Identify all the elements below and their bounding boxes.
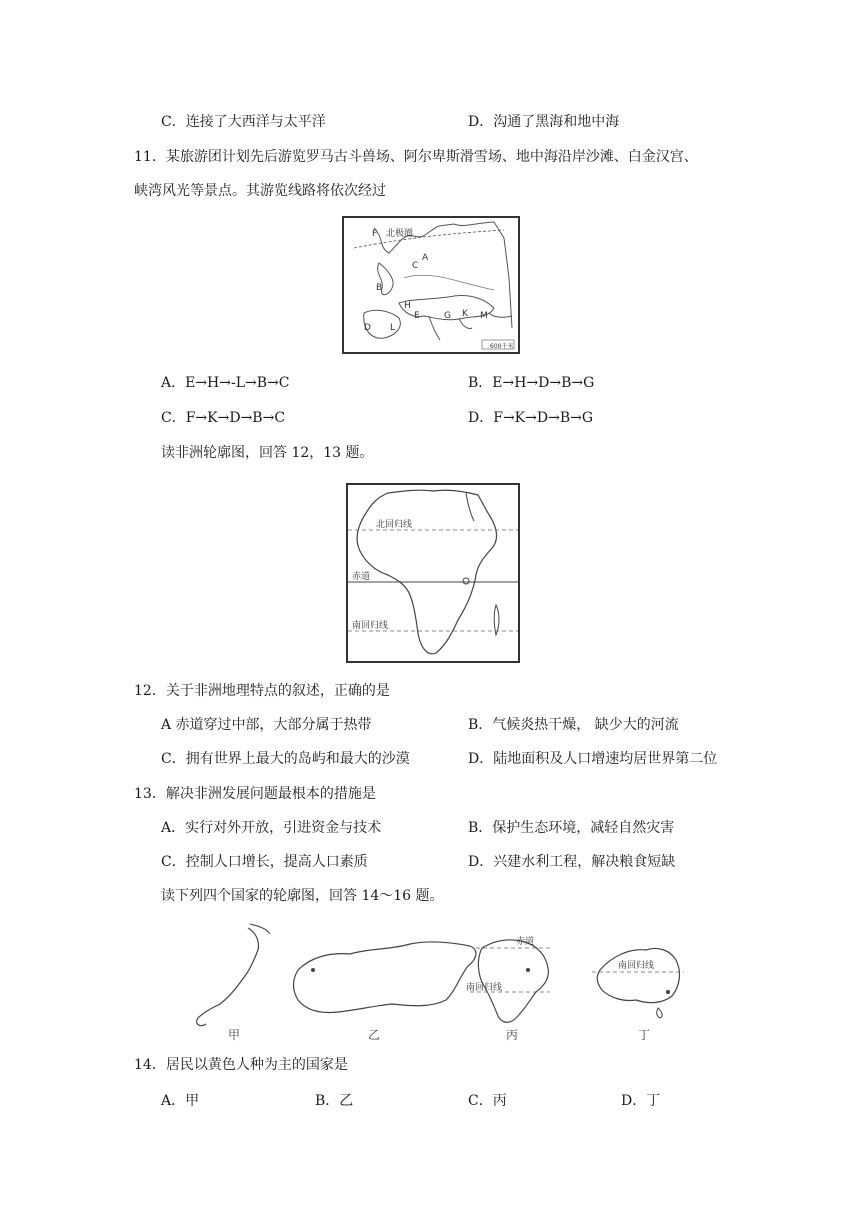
q12-option-d: D．陆地面积及人口增速均居世界第二位 [468, 751, 718, 767]
label-bing: 丙 [506, 1028, 519, 1042]
q11-option-a: A．E→H→-L→B→C [161, 375, 290, 391]
map-letter-f: F [372, 229, 378, 239]
equator-label: 赤道 [352, 572, 371, 582]
q12-option-c: C．拥有世界上最大的岛屿和最大的沙漠 [161, 751, 410, 767]
brazil-tropic-label: 南回归线 [466, 983, 503, 993]
q11-stem-line1: 11．某旅游团计划先后游览罗马古斗兽场、阿尔卑斯滑雪场、地中海沿岸沙滩、白金汉宫、 [134, 149, 698, 165]
country-outlines-figure [180, 920, 700, 1050]
q14-stem: 14．居民以黄色人种为主的国家是 [134, 1057, 348, 1073]
map-letter-d: D [364, 323, 371, 333]
tropic-capricorn-label: 南回归线 [352, 621, 389, 631]
q11-option-d: D．F→K→D→B→G [468, 410, 594, 426]
q13-option-d: D．兴建水利工程，解决粮食短缺 [468, 854, 676, 870]
map-letter-c: C [412, 261, 419, 271]
tropic-cancer-label: 北回归线 [376, 520, 413, 530]
q13-stem: 13．解决非洲发展问题最根本的措施是 [134, 786, 376, 802]
label-ding: 丁 [638, 1028, 651, 1042]
label-yi: 乙 [368, 1028, 381, 1042]
australia-outline [597, 948, 679, 1002]
q14-option-a: A．甲 [161, 1093, 200, 1109]
q14-option-d: D．丁 [621, 1093, 661, 1109]
countries-intro: 读下列四个国家的轮廓图，回答 14～16 题。 [161, 888, 444, 904]
japan-outline [197, 928, 259, 1026]
label-jia: 甲 [228, 1028, 241, 1042]
q14-option-c: C．丙 [468, 1093, 507, 1109]
map-letter-a: A [422, 253, 429, 263]
map-letter-g: G [444, 311, 451, 321]
q10-option-c: C．连接了大西洋与太平洋 [161, 114, 326, 130]
map-letter-k: K [462, 309, 468, 319]
map-letter-m: M [480, 311, 488, 321]
map-letter-l: L [390, 323, 396, 333]
q13-option-c: C．控制人口增长，提高人口素质 [161, 854, 368, 870]
map-scale-label: 600千米 [490, 343, 514, 350]
q14-option-b: B．乙 [315, 1093, 354, 1109]
map-letter-e: E [414, 311, 420, 321]
russia-outline [294, 942, 476, 1013]
brazil-outline [478, 940, 548, 1022]
q11-option-c: C．F→K→D→B→C [161, 410, 286, 426]
q11-stem-line2: 峡湾风光等景点。其游览线路将依次经过 [134, 183, 386, 199]
q12-option-a: A 赤道穿过中部，大部分属于热带 [161, 717, 372, 733]
q13-option-a: A．实行对外开放，引进资金与技术 [161, 820, 382, 836]
q11-option-b: B．E→H→D→B→G [468, 375, 595, 391]
q10-option-d: D．沟通了黑海和地中海 [468, 114, 620, 130]
map-letter-b: B [376, 283, 383, 293]
brazil-equator-label: 赤道 [516, 937, 535, 947]
arctic-circle-label: 北极圈 [386, 229, 414, 239]
map-letter-h: H [404, 301, 411, 311]
africa-map [346, 483, 520, 663]
africa-intro: 读非洲轮廓图，回答 12，13 题。 [161, 445, 374, 461]
europe-map [342, 216, 520, 354]
q12-option-b: B．气候炎热干燥， 缺少大的河流 [468, 717, 679, 733]
q12-stem: 12．关于非洲地理特点的叙述，正确的是 [134, 683, 390, 699]
australia-tropic-label: 南回归线 [618, 961, 655, 971]
q13-option-b: B．保护生态环境，减轻自然灾害 [468, 820, 675, 836]
